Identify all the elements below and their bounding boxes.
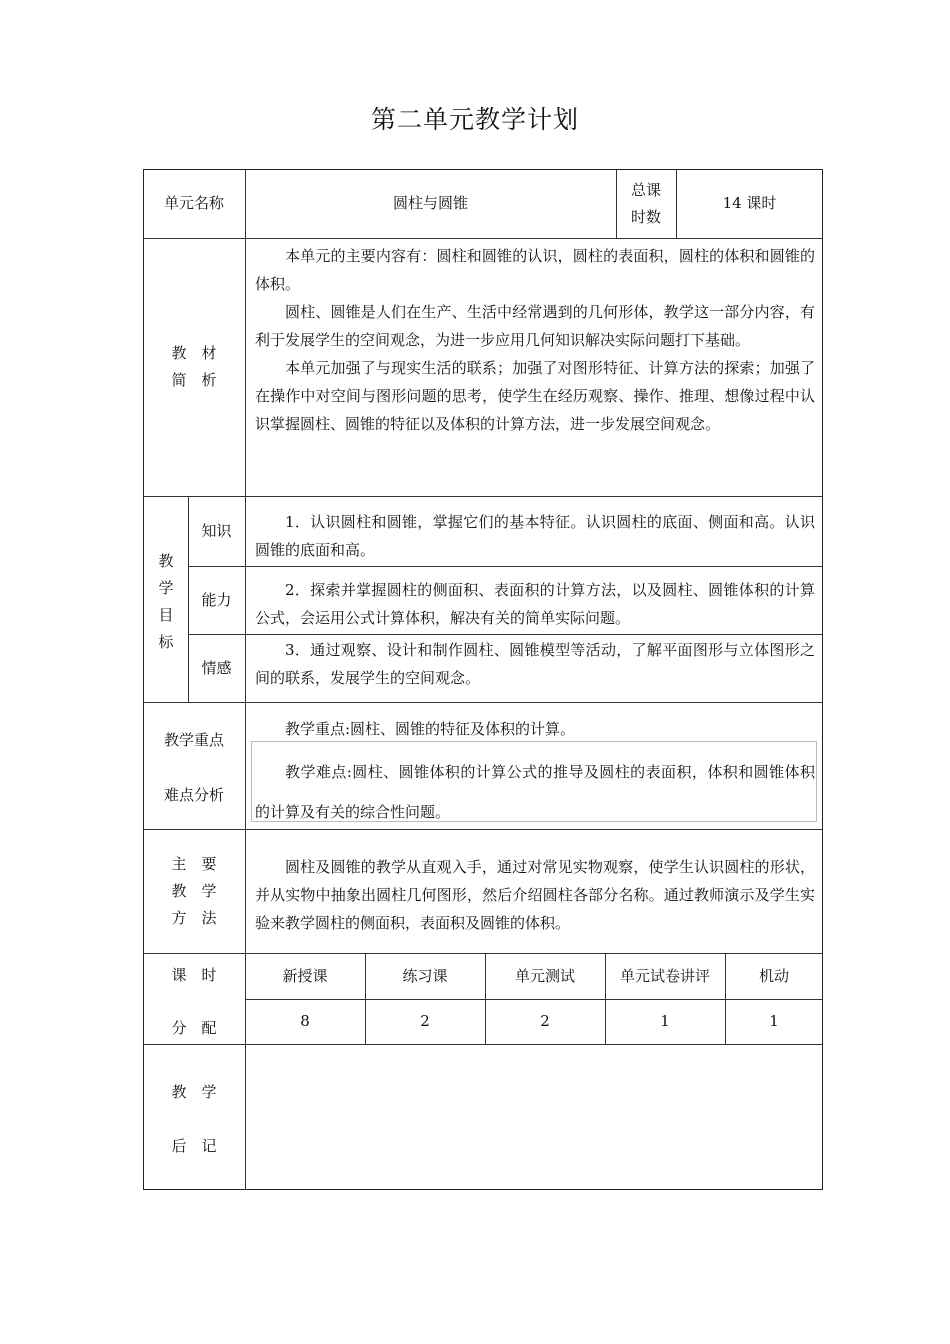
- key-points-label-line2: 难点分析: [163, 785, 224, 804]
- key-difficulty-text: [255, 752, 815, 832]
- material-analysis-text: [255, 242, 815, 438]
- material-paragraph: 圆柱、圆锥是人们在生产、生活中经常遇到的几何形体，教学这一部分内容，有利于发展学生的空间观念，为进一步应用几何知识解决实际问题打下基础。: [255, 303, 815, 349]
- methods-label-line: 教 学: [171, 881, 217, 900]
- goals-label-char: 目: [158, 606, 174, 624]
- focus-text: 教学重点:圆柱、圆锥的特征及体积的计算。: [285, 720, 576, 738]
- reflection-label-line2: 后 记: [171, 1136, 217, 1155]
- total-hours-label-line1: 总课: [630, 180, 661, 199]
- row-divider: [188, 634, 823, 635]
- goal-ability-text: [255, 576, 815, 632]
- goal-emotion-label: 情感: [201, 658, 232, 677]
- allocation-value: 8: [300, 1012, 310, 1030]
- methods-label: [143, 829, 245, 953]
- material-label-line2: 简 析: [171, 371, 217, 389]
- goal-text: 2．探索并掌握圆柱的侧面积、表面积的计算方法，以及圆柱、圆锥体积的计算公式，会运用公式计算体积，解决有关的简单实际问题。: [255, 581, 815, 627]
- methods-text: [255, 853, 815, 937]
- methods-paragraph: 圆柱及圆锥的教学从直观入手，通过对常见实物观察，使学生认识圆柱的形状，并从实物中抽象出圆柱几何图形，然后介绍圆柱各部分名称。通过教师演示及学生实验来教学圆柱的侧面积，表面积及圆锥的体积。: [255, 858, 815, 932]
- total-hours-value: 14 课时: [722, 194, 777, 212]
- unit-name-label: 单元名称: [163, 194, 224, 212]
- material-analysis-label: [143, 238, 245, 496]
- allocation-header: 单元试卷讲评: [619, 966, 710, 985]
- goals-label-char: 教: [158, 552, 174, 570]
- goal-text: 3．通过观察、设计和制作圆柱、圆锥模型等活动，了解平面图形与立体图形之间的联系，发展学生的空间观念。: [255, 641, 815, 687]
- reflection-content[interactable]: [255, 1054, 815, 1184]
- allocation-value: 2: [540, 1012, 550, 1030]
- key-points-label-line1: 教学重点: [163, 730, 224, 749]
- allocation-label-line1: 课 时: [171, 965, 217, 984]
- teaching-goals-label: [156, 548, 176, 656]
- goals-label-char: 标: [158, 633, 174, 651]
- key-focus-text: [255, 715, 815, 743]
- total-hours-label-line2: 时数: [630, 207, 661, 226]
- total-hours-label: [616, 169, 676, 238]
- allocation-value: 1: [660, 1012, 670, 1030]
- goal-ability-label: 能力: [201, 590, 232, 609]
- goal-emotion-text: [255, 636, 815, 692]
- goals-label-char: 学: [158, 579, 174, 597]
- unit-name-value: 圆柱与圆锥: [392, 194, 468, 212]
- goal-knowledge-text: [255, 508, 815, 564]
- allocation-value: 1: [769, 1012, 779, 1030]
- methods-label-line: 主 要: [171, 854, 217, 873]
- methods-label-line: 方 法: [171, 908, 217, 927]
- material-paragraph: 本单元的主要内容有：圆柱和圆锥的认识，圆柱的表面积，圆柱的体积和圆锥的体积。: [255, 247, 815, 293]
- page-title: 第二单元教学计划: [370, 105, 579, 134]
- difficulty-text: 教学难点:圆柱、圆锥体积的计算公式的推导及圆柱的表面积，体积和圆锥体积的计算及有关的综合性问题。: [255, 763, 815, 821]
- material-label-line1: 教 材: [171, 344, 217, 362]
- goal-knowledge-label: 知识: [201, 521, 232, 540]
- material-paragraph: 本单元加强了与现实生活的联系；加强了对图形特征、计算方法的探索；加强了在操作中对空间与图形问题的思考，使学生在经历观察、操作、推理、想像过程中认识掌握圆柱、圆锥的特征以及体积的计算方法，进一步发展空间观念。: [255, 359, 815, 433]
- allocation-header: 新授课: [282, 966, 328, 985]
- goal-text: 1．认识圆柱和圆锥，掌握它们的基本特征。认识圆柱的底面、侧面和高。认识圆锥的底面和高。: [255, 513, 815, 559]
- row-divider: [188, 566, 823, 567]
- allocation-header: 练习课: [402, 966, 448, 985]
- allocation-value: 2: [420, 1012, 430, 1030]
- allocation-header: 机动: [758, 966, 789, 985]
- allocation-label-line2: 分 配: [171, 1018, 217, 1037]
- allocation-header: 单元测试: [514, 966, 575, 985]
- reflection-label-line1: 教 学: [171, 1082, 217, 1101]
